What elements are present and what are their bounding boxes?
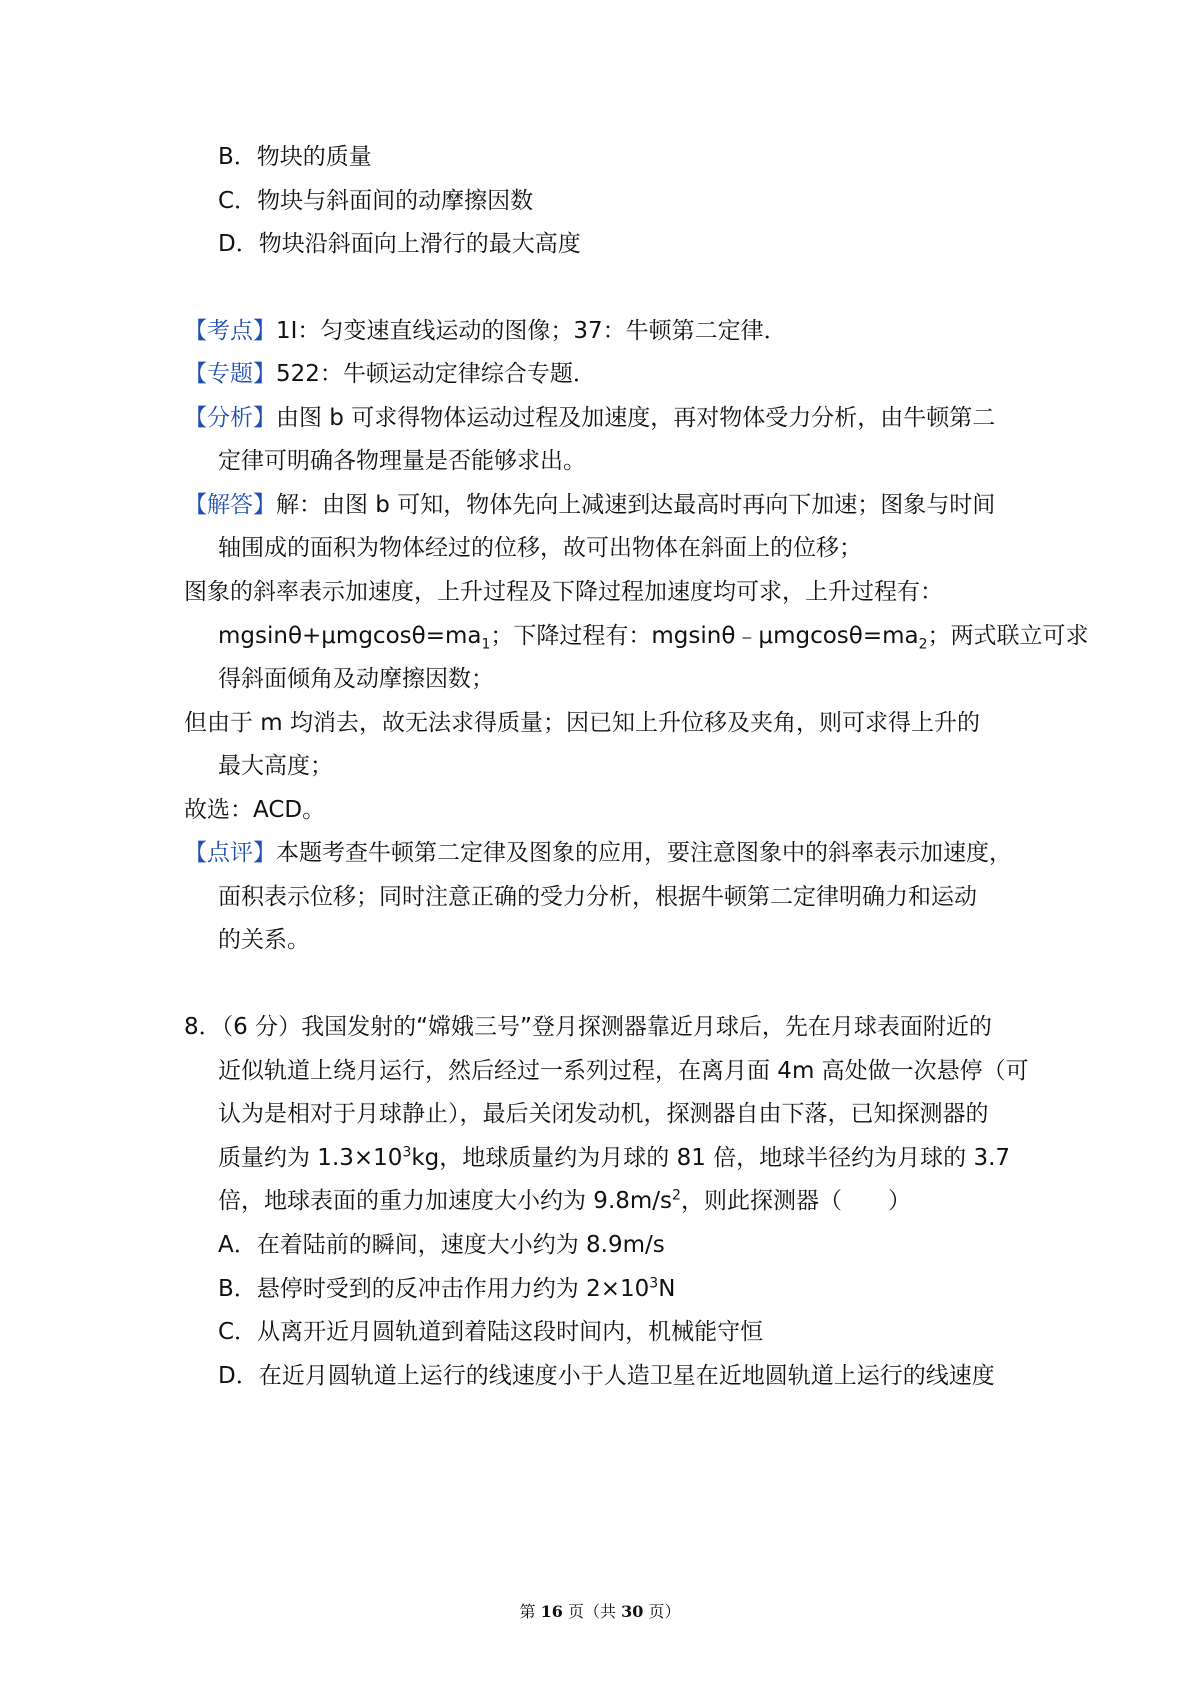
q8-option-c: C．从离开近月圆轨道到着陆这段时间内，机械能守恒 [218, 1319, 764, 1345]
dianping-line-2: 面积表示位移；同时注意正确的受力分析，根据牛顿第二定律明确力和运动 [218, 884, 977, 910]
fenxi-line: 【分析】由图 b 可求得物体运动过程及加速度，再对物体受力分析，由牛顿第二 [184, 405, 996, 431]
jieda-line-7: 最大高度； [218, 753, 333, 779]
q8-option-a: A．在着陆前的瞬间，速度大小约为 8.9m/s [218, 1232, 665, 1258]
option-c-friction: C．物块与斜面间的动摩擦因数 [218, 188, 534, 214]
question-8-line-5: 倍，地球表面的重力加速度大小约为 $9.8m/s^2$，则此探测器（ ） [218, 1187, 911, 1214]
q8-option-b: B．悬停时受到的反冲击作用力约为 $2\times 10^3N$ [218, 1275, 676, 1302]
question-8-line-2: 近似轨道上绕月运行，然后经过一系列过程，在离月面 4m 高处做一次悬停（可 [218, 1058, 1029, 1084]
jieda-equation-line: $mgsin\theta+\mu mgcos\theta=ma_1$；下降过程有：$mgsin\theta﹣\mu mgcos\theta=ma_2$；两式联立可求 [218, 623, 1089, 653]
kaodian-line: 【考点】1I：匀变速直线运动的图像；37：牛顿第二定律． [184, 318, 787, 344]
question-8-line-1: 8．（6 分）我国发射的“嫦娥三号”登月探测器靠近月球后，先在月球表面附近的 [184, 1014, 992, 1040]
fenxi-line-2: 定律可明确各物理量是否能够求出。 [218, 448, 586, 474]
kaodian-tag: 【考点】 [184, 318, 276, 344]
jieda-line-6: 但由于 m 均消去，故无法求得质量；因已知上升位移及夹角，则可求得上升的 [184, 710, 981, 736]
jieda-line-5: 得斜面倾角及动摩擦因数； [218, 666, 494, 692]
jieda-line-3: 图象的斜率表示加速度，上升过程及下降过程加速度均可求，上升过程有： [184, 579, 943, 605]
jieda-line: 【解答】解：由图 b 可知，物体先向上减速到达最高时再向下加速；图象与时间 [184, 492, 996, 518]
question-8-line-4: 质量约为 $1.3\times 10^3kg$，地球质量约为月球的 81 倍，地球半径约为月球的 3.7 [218, 1144, 1011, 1171]
jieda-line-2: 轴围成的面积为物体经过的位移，故可出物体在斜面上的位移； [218, 535, 862, 561]
zhuanti-tag: 【专题】 [184, 361, 276, 387]
dianping-tag: 【点评】 [184, 840, 276, 866]
option-d-height: D．物块沿斜面向上滑行的最大高度 [218, 231, 581, 257]
dianping-line: 【点评】本题考查牛顿第二定律及图象的应用，要注意图象中的斜率表示加速度， [184, 840, 1012, 866]
page-total: 30 [621, 1602, 644, 1621]
question-8-line-3: 认为是相对于月球静止），最后关闭发动机，探测器自由下落，已知探测器的 [218, 1101, 989, 1127]
zhuanti-line: 【专题】522：牛顿运动定律综合专题． [184, 361, 596, 387]
answer-line: 故选：ACD。 [184, 797, 326, 823]
option-b-mass: B．物块的质量 [218, 144, 372, 170]
jieda-tag: 【解答】 [184, 492, 276, 518]
page-number: 16 [540, 1602, 563, 1621]
fenxi-tag: 【分析】 [184, 405, 276, 431]
q8-option-d: D．在近月圆轨道上运行的线速度小于人造卫星在近地圆轨道上运行的线速度 [218, 1363, 995, 1389]
dianping-line-3: 的关系。 [218, 927, 310, 953]
page-footer: 第 16 页（共 30 页） [519, 1602, 681, 1621]
